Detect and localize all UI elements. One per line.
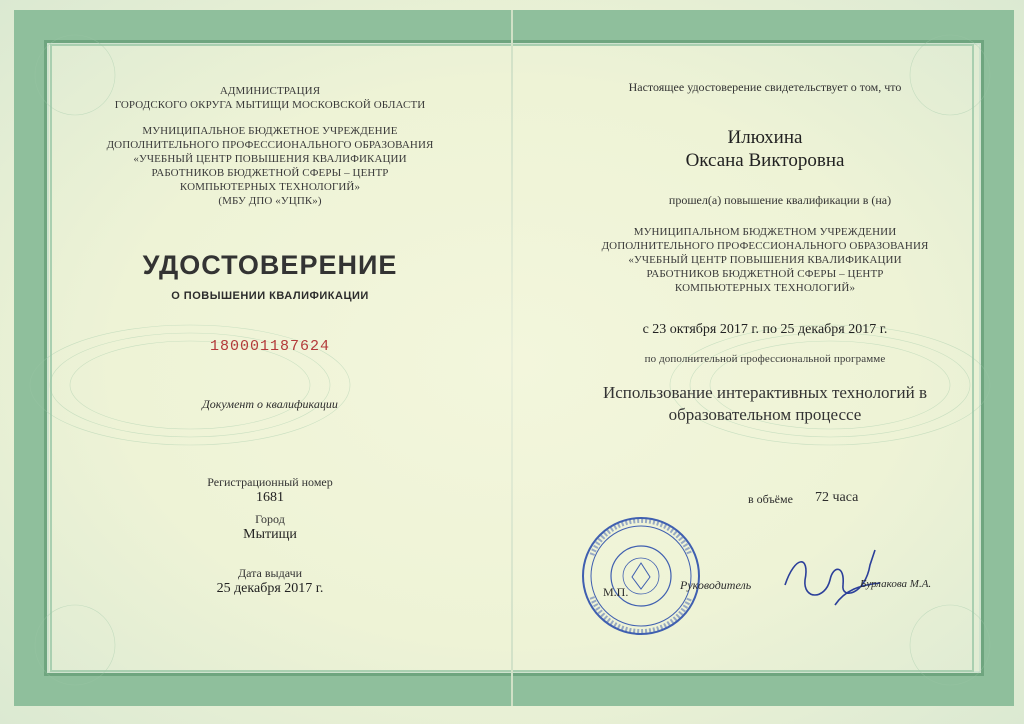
page-fold: [511, 10, 513, 706]
org-line: ДОПОЛНИТЕЛЬНОГО ПРОФЕССИОНАЛЬНОГО ОБРАЗОВАНИЯ: [106, 139, 434, 151]
city-label: Город: [255, 512, 285, 526]
program-title: [570, 382, 960, 426]
reg-label: Регистрационный номер: [207, 475, 333, 489]
org-line: РАБОТНИКОВ БЮДЖЕТНОЙ СФЕРЫ – ЦЕНТР: [646, 268, 884, 280]
program-line2: образовательном процессе: [668, 405, 862, 424]
holder-surname: Илюхина: [727, 127, 803, 148]
holder-given-name: Оксана Викторовна: [685, 150, 845, 171]
org-line: КОМПЬЮТЕРНЫХ ТЕХНОЛОГИЙ»: [674, 282, 856, 294]
org-line: (МБУ ДПО «УЦПК»): [218, 195, 322, 207]
org-line: МУНИЦИПАЛЬНОМ БЮДЖЕТНОМ УЧРЕЖДЕНИИ: [633, 226, 897, 238]
serial-number: 180001187624: [209, 338, 331, 355]
org-block-left: [80, 124, 460, 208]
program-line1: Использование интерактивных технологий в: [602, 383, 927, 402]
program-label: по дополнительной профессиональной программе: [644, 353, 886, 365]
date-label: Дата выдачи: [237, 566, 303, 580]
official-stamp: [580, 515, 702, 637]
org-line: МУНИЦИПАЛЬНОЕ БЮДЖЕТНОЕ УЧРЕЖДЕНИЕ: [142, 125, 398, 137]
document-type: Документ о квалификации: [202, 397, 338, 411]
head-name: Бурлакова М.А.: [860, 578, 932, 590]
date-value: 25 декабря 2017 г.: [216, 581, 324, 596]
org-block-right: [570, 225, 960, 295]
registration-block: [80, 475, 460, 506]
org-line: ДОПОЛНИТЕЛЬНОГО ПРОФЕССИОНАЛЬНОГО ОБРАЗОВАНИЯ: [601, 240, 929, 252]
org-line: РАБОТНИКОВ БЮДЖЕТНОЙ СФЕРЫ – ЦЕНТР: [151, 167, 389, 179]
head-label: Руководитель: [680, 578, 752, 592]
org-line: «УЧЕБНЫЙ ЦЕНТР ПОВЫШЕНИЯ КВАЛИФИКАЦИИ: [628, 254, 902, 266]
document-subtitle: О ПОВЫШЕНИИ КВАЛИФИКАЦИИ: [171, 290, 369, 302]
passed-text: прошел(а) повышение квалификации в (на): [668, 193, 892, 207]
training-period: с 23 октября 2017 г. по 25 декабря 2017 г.: [642, 322, 888, 337]
admin-line1: АДМИНИСТРАЦИЯ: [219, 85, 321, 97]
admin-line2: ГОРОДСКОГО ОКРУГА МЫТИЩИ МОСКОВСКОЙ ОБЛАСТИ: [114, 99, 426, 111]
document-title: УДОСТОВЕРЕНИЕ: [142, 250, 398, 280]
city-block: [80, 512, 460, 543]
stamp-place-label: М.П.: [603, 585, 629, 599]
city-value: Мытищи: [243, 527, 297, 542]
admin-header: [80, 84, 460, 112]
reg-value: 1681: [256, 490, 284, 505]
holder-name: [570, 126, 960, 172]
org-line: «УЧЕБНЫЙ ЦЕНТР ПОВЫШЕНИЯ КВАЛИФИКАЦИИ: [133, 153, 407, 165]
volume-value: 72 часа: [815, 490, 859, 505]
org-line: КОМПЬЮТЕРНЫХ ТЕХНОЛОГИЙ»: [179, 181, 361, 193]
intro-text: Настоящее удостоверение свидетельствует о том, что: [628, 80, 902, 94]
volume-label: в объёме: [748, 492, 793, 506]
issue-date-block: [80, 566, 460, 597]
